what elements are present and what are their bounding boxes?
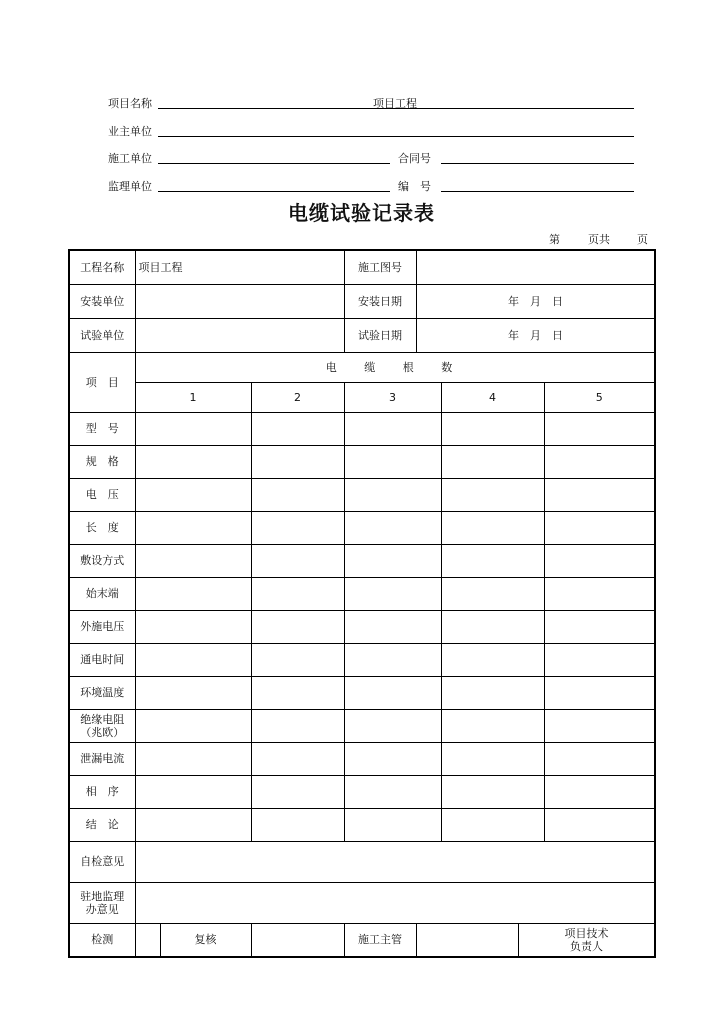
data-cell[interactable] bbox=[344, 676, 441, 709]
row-label: 外施电压 bbox=[69, 610, 135, 643]
row-label: 结 论 bbox=[69, 808, 135, 841]
cable-test-table bbox=[68, 249, 656, 958]
row-label: 绝缘电阻 （兆欧） bbox=[69, 709, 135, 742]
contract-no-field[interactable] bbox=[441, 148, 634, 164]
table-row bbox=[69, 676, 655, 709]
data-cell[interactable] bbox=[135, 742, 251, 775]
data-cell[interactable] bbox=[544, 676, 655, 709]
data-cell[interactable] bbox=[441, 610, 544, 643]
drawing-no-value[interactable] bbox=[416, 250, 655, 284]
data-cell[interactable] bbox=[135, 511, 251, 544]
data-cell[interactable] bbox=[344, 610, 441, 643]
data-cell[interactable] bbox=[251, 775, 344, 808]
reviewer-label: 复核 bbox=[160, 923, 251, 957]
install-unit-value[interactable] bbox=[135, 284, 344, 318]
data-cell[interactable] bbox=[135, 610, 251, 643]
data-cell[interactable] bbox=[544, 544, 655, 577]
row-label: 环境温度 bbox=[69, 676, 135, 709]
data-cell[interactable] bbox=[441, 643, 544, 676]
install-unit-label: 安装单位 bbox=[69, 284, 135, 318]
table-row bbox=[69, 742, 655, 775]
data-cell[interactable] bbox=[135, 709, 251, 742]
data-cell[interactable] bbox=[544, 412, 655, 445]
data-cell[interactable] bbox=[344, 445, 441, 478]
page-info-prefix: 第 bbox=[549, 233, 560, 246]
page-info-suffix: 页 bbox=[637, 233, 648, 246]
page-title: 电缆试验记录表 bbox=[288, 201, 435, 225]
drawing-no-label: 施工图号 bbox=[344, 250, 416, 284]
test-date-value[interactable]: 年 月 日 bbox=[416, 318, 655, 352]
row-label: 型 号 bbox=[69, 412, 135, 445]
row-label: 泄漏电流 bbox=[69, 742, 135, 775]
data-cell[interactable] bbox=[135, 808, 251, 841]
row-label: 长 度 bbox=[69, 511, 135, 544]
table-row bbox=[69, 709, 655, 742]
contractor-label: 施工单位 bbox=[108, 152, 152, 165]
data-cell[interactable] bbox=[251, 577, 344, 610]
data-cell[interactable] bbox=[344, 709, 441, 742]
tester-value[interactable] bbox=[135, 923, 160, 957]
page-info-middle: 页共 bbox=[588, 233, 610, 246]
site-manager-value[interactable] bbox=[416, 923, 518, 957]
test-unit-value[interactable] bbox=[135, 318, 344, 352]
supervisor-field[interactable] bbox=[158, 176, 390, 192]
test-date-label: 试验日期 bbox=[344, 318, 416, 352]
data-cell[interactable] bbox=[441, 412, 544, 445]
row-label: 规 格 bbox=[69, 445, 135, 478]
data-cell[interactable] bbox=[135, 775, 251, 808]
data-cell[interactable] bbox=[135, 643, 251, 676]
data-cell[interactable] bbox=[135, 412, 251, 445]
data-cell[interactable] bbox=[441, 676, 544, 709]
data-cell[interactable] bbox=[441, 478, 544, 511]
self-check-label: 自检意见 bbox=[69, 841, 135, 882]
data-cell[interactable] bbox=[544, 478, 655, 511]
cable-count-label: 电 缆 根 数 bbox=[135, 352, 655, 382]
column-header: 5 bbox=[544, 382, 655, 412]
tester-label: 检测 bbox=[69, 923, 135, 957]
data-cell[interactable] bbox=[544, 610, 655, 643]
data-cell[interactable] bbox=[544, 742, 655, 775]
project-label: 工程名称 bbox=[69, 250, 135, 284]
data-cell[interactable] bbox=[344, 577, 441, 610]
data-cell[interactable] bbox=[344, 643, 441, 676]
reviewer-value[interactable] bbox=[251, 923, 344, 957]
table-row bbox=[69, 511, 655, 544]
contract-no-label: 合同号 bbox=[398, 152, 431, 165]
data-cell[interactable] bbox=[544, 445, 655, 478]
table-row bbox=[69, 445, 655, 478]
serial-no-label: 编 号 bbox=[398, 180, 431, 193]
data-cell[interactable] bbox=[344, 544, 441, 577]
data-cell[interactable] bbox=[344, 742, 441, 775]
data-cell[interactable] bbox=[441, 577, 544, 610]
data-cell[interactable] bbox=[251, 676, 344, 709]
data-cell[interactable] bbox=[441, 544, 544, 577]
install-date-label: 安装日期 bbox=[344, 284, 416, 318]
column-header: 3 bbox=[344, 382, 441, 412]
data-cell[interactable] bbox=[251, 709, 344, 742]
site-manager-label: 施工主管 bbox=[344, 923, 416, 957]
data-cell[interactable] bbox=[251, 610, 344, 643]
data-cell[interactable] bbox=[344, 511, 441, 544]
data-cell[interactable] bbox=[441, 445, 544, 478]
project-value[interactable]: 项目工程 bbox=[135, 250, 344, 284]
row-label: 通电时间 bbox=[69, 643, 135, 676]
data-cell[interactable] bbox=[544, 808, 655, 841]
data-cell[interactable] bbox=[135, 577, 251, 610]
data-cell[interactable] bbox=[441, 709, 544, 742]
data-cell[interactable] bbox=[251, 412, 344, 445]
serial-no-field[interactable] bbox=[441, 176, 634, 192]
data-cell[interactable] bbox=[441, 511, 544, 544]
data-cell[interactable] bbox=[251, 643, 344, 676]
column-header: 4 bbox=[441, 382, 544, 412]
table-row bbox=[69, 610, 655, 643]
data-cell[interactable] bbox=[135, 544, 251, 577]
owner-field[interactable] bbox=[158, 121, 634, 137]
data-cell[interactable] bbox=[344, 808, 441, 841]
data-cell[interactable] bbox=[251, 742, 344, 775]
project-name-value: 项目工程 bbox=[373, 97, 417, 110]
row-label: 相 序 bbox=[69, 775, 135, 808]
table-row bbox=[69, 412, 655, 445]
data-cell[interactable] bbox=[135, 445, 251, 478]
data-cell[interactable] bbox=[344, 478, 441, 511]
data-cell[interactable] bbox=[544, 577, 655, 610]
data-cell[interactable] bbox=[251, 478, 344, 511]
data-cell[interactable] bbox=[344, 412, 441, 445]
owner-label: 业主单位 bbox=[108, 125, 152, 138]
item-label: 项 目 bbox=[69, 352, 135, 412]
data-cell[interactable] bbox=[544, 511, 655, 544]
data-cell[interactable] bbox=[251, 511, 344, 544]
supervision-label: 驻地监理 办意见 bbox=[69, 882, 135, 923]
data-cell[interactable] bbox=[441, 775, 544, 808]
table-row bbox=[69, 544, 655, 577]
data-cell[interactable] bbox=[251, 544, 344, 577]
test-unit-label: 试验单位 bbox=[69, 318, 135, 352]
data-cell[interactable] bbox=[441, 808, 544, 841]
data-cell[interactable] bbox=[544, 775, 655, 808]
data-cell[interactable] bbox=[544, 709, 655, 742]
table-row bbox=[69, 577, 655, 610]
supervision-value[interactable] bbox=[135, 882, 655, 923]
data-cell[interactable] bbox=[344, 775, 441, 808]
project-name-label: 项目名称 bbox=[108, 97, 152, 110]
table-row bbox=[69, 643, 655, 676]
table-row bbox=[69, 775, 655, 808]
install-date-value[interactable]: 年 月 日 bbox=[416, 284, 655, 318]
table-row bbox=[69, 808, 655, 841]
row-label: 敷设方式 bbox=[69, 544, 135, 577]
column-header: 2 bbox=[251, 382, 344, 412]
data-cell[interactable] bbox=[251, 445, 344, 478]
contractor-field[interactable] bbox=[158, 148, 390, 164]
row-label: 电 压 bbox=[69, 478, 135, 511]
data-cell[interactable] bbox=[135, 478, 251, 511]
data-cell[interactable] bbox=[544, 643, 655, 676]
table-row bbox=[69, 478, 655, 511]
supervisor-label: 监理单位 bbox=[108, 180, 152, 193]
row-label: 始末端 bbox=[69, 577, 135, 610]
data-cell[interactable] bbox=[135, 676, 251, 709]
tech-lead-label: 项目技术 负责人 bbox=[518, 923, 655, 957]
self-check-value[interactable] bbox=[135, 841, 655, 882]
column-header: 1 bbox=[135, 382, 251, 412]
data-cell[interactable] bbox=[251, 808, 344, 841]
data-cell[interactable] bbox=[441, 742, 544, 775]
